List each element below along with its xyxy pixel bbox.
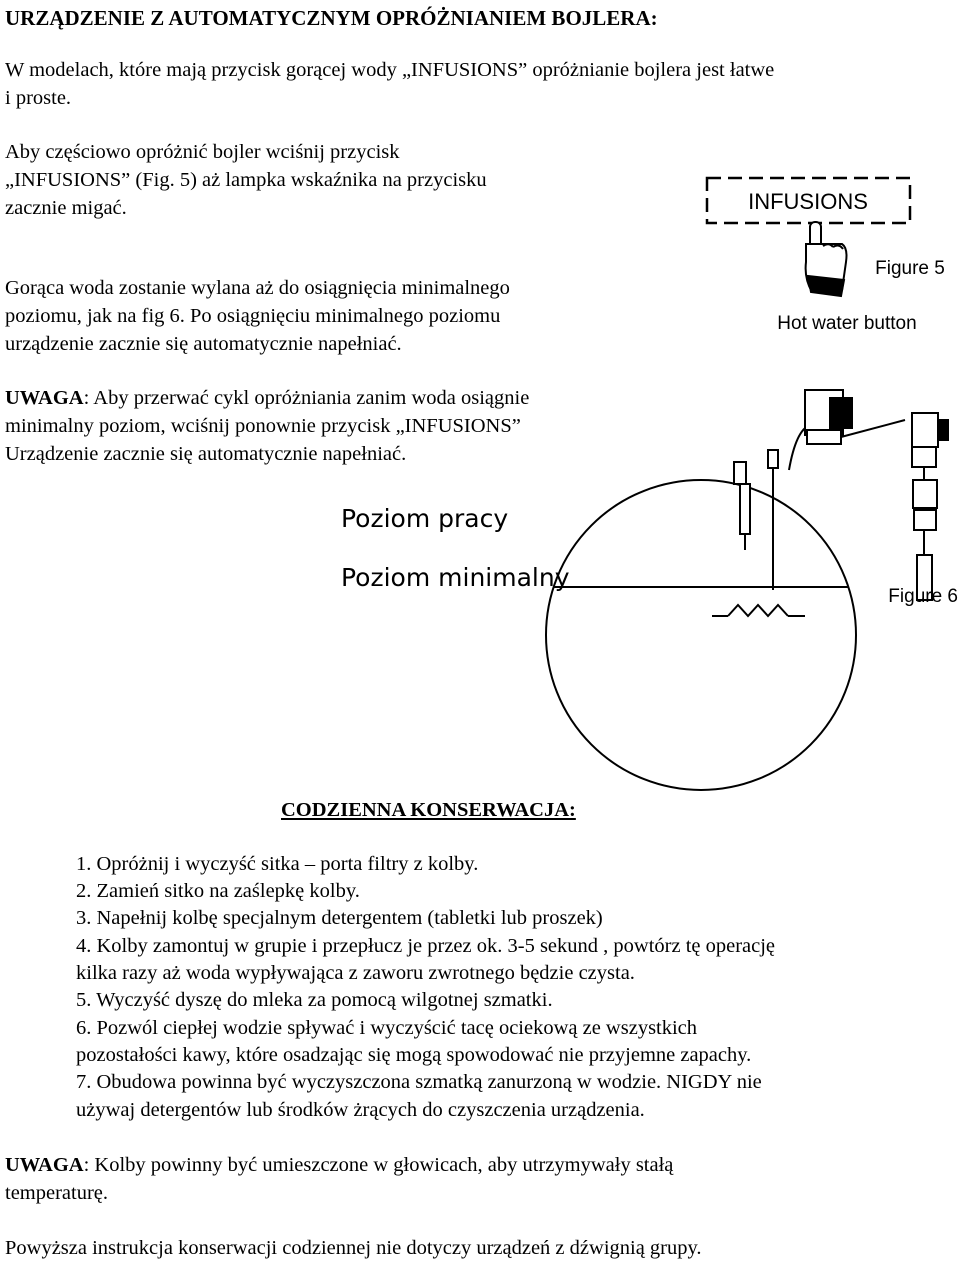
list-item: używaj detergentów lub środków żrących do czyszczenia urządzenia.	[76, 1099, 645, 1121]
infusions-button-label: INFUSIONS	[748, 189, 868, 214]
boiler-tank	[546, 480, 856, 790]
note2-label: UWAGA	[5, 1154, 84, 1176]
level-sensor	[912, 413, 938, 447]
list-item: 2. Zamień sitko na zaślepkę kolby.	[76, 880, 360, 902]
intro-line-1: W modelach, które mają przycisk gorącej wody „INFUSIONS” opróżnianie bojlera jest łatwe	[5, 59, 775, 81]
note1-text: : Aby przerwać cykl opróżniania zanim woda osiągnie	[83, 387, 530, 409]
note1-line-3: Urządzenie zacznie się automatycznie napełniać.	[5, 443, 407, 465]
hotwater-line-1: Gorąca woda zostanie wylana aż do osiągnięcia minimalnego	[5, 277, 510, 299]
maintenance-title: CODZIENNA KONSERWACJA:	[281, 799, 576, 821]
list-item: 3. Napełnij kolbę specjalnym detergentem (tabletki lub proszek)	[76, 907, 603, 929]
partial-line-3: zacznie migać.	[5, 197, 127, 219]
partial-line-1: Aby częściowo opróżnić bojler wciśnij przycisk	[5, 141, 400, 163]
pointing-hand-icon	[806, 222, 847, 296]
heating-element	[728, 605, 788, 616]
figure-5	[707, 178, 945, 334]
partial-line-2: „INFUSIONS” (Fig. 5) aż lampka wskaźnika na przycisku	[5, 169, 487, 191]
hotwater-line-3: urządzenie zacznie się automatycznie napełniać.	[5, 333, 402, 355]
figure-5-caption: Figure 5	[875, 258, 945, 279]
note2-text: : Kolby powinny być umieszczone w głowicach, aby utrzymywały stałą	[83, 1154, 674, 1176]
figure-6-caption: Figure 6	[888, 586, 958, 607]
footer-note: Powyższa instrukcja konserwacji codziennej nie dotyczy urządzeń z dźwignią grupy.	[5, 1237, 702, 1259]
hot-water-button-label: Hot water button	[777, 313, 917, 334]
note2-line-2: temperaturę.	[5, 1182, 109, 1204]
section-heading: URZĄDZENIE Z AUTOMATYCZNYM OPRÓŻNIANIEM BOJLERA:	[5, 6, 658, 30]
list-item: 1. Opróżnij i wyczyść sitka – porta filtry z kolby.	[76, 853, 479, 875]
intro-line-2: i proste.	[5, 87, 72, 109]
list-item: kilka razy aż woda wypływająca z zaworu zwrotnego będzie czysta.	[76, 962, 635, 984]
note1-line-2: minimalny poziom, wciśnij ponownie przycisk „INFUSIONS”	[5, 415, 521, 437]
level-work-label: Poziom pracy	[341, 504, 509, 533]
list-item: 7. Obudowa powinna być wyczyszczona szmatką zanurzoną w wodzie. NIGDY nie	[76, 1071, 762, 1093]
list-item: pozostałości kawy, które osadzając się mogą spowodować nie przyjemne zapachy.	[76, 1044, 752, 1066]
list-item: 5. Wyczyść dyszę do mleka za pomocą wilgotnej szmatki.	[76, 989, 553, 1011]
level-min-label: Poziom minimalny	[341, 563, 570, 592]
list-item: 4. Kolby zamontuj w grupie i przepłucz je przez ok. 3-5 sekund , powtórz tę operację	[76, 935, 776, 957]
note1-label: UWAGA	[5, 387, 84, 409]
hotwater-line-2: poziomu, jak na fig 6. Po osiągnięciu minimalnego poziomu	[5, 305, 501, 327]
list-item: 6. Pozwól ciepłej wodzie spływać i wyczyścić tacę ociekową ze wszystkich	[76, 1017, 698, 1039]
